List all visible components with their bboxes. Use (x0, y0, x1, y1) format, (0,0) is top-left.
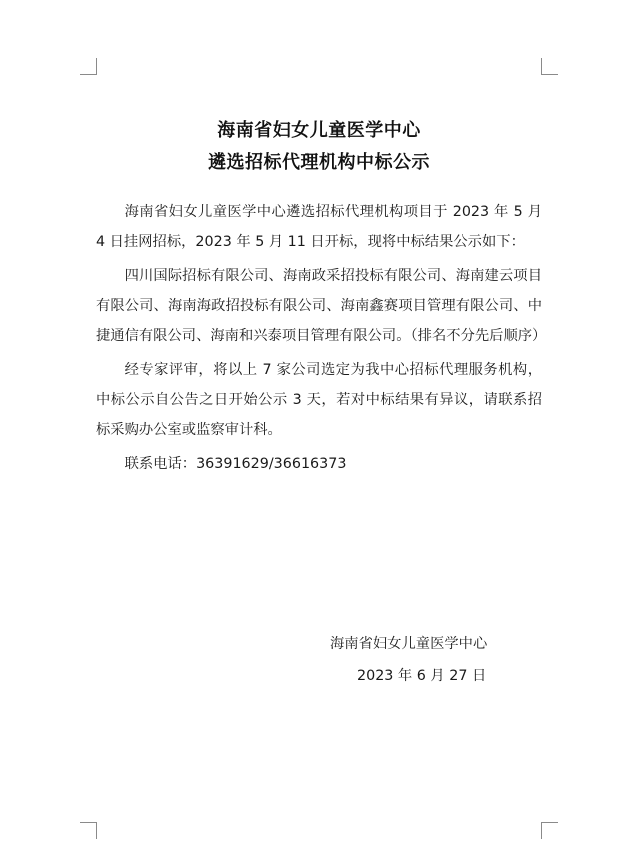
paragraph-announcement: 海南省妇女儿童医学中心遴选招标代理机构项目于 2023 年 5 月 4 日挂网招标，2023 年 5 月 11 日开标，现将中标结果公示如下： (96, 204, 543, 250)
document-title: 海南省妇女儿童医学中心 (217, 120, 421, 141)
crop-mark-bottom-left (80, 822, 97, 839)
paragraph-review: 经专家评审，将以上 7 家公司选定为我中心招标代理服务机构，中标公示自公告之日开始公示 3 天，若对中标结果有异议，请联系招标采购办公室或监察审计科。 (96, 362, 542, 438)
crop-mark-top-right (541, 58, 558, 75)
paragraph-winners: 四川国际招标有限公司、海南政采招投标有限公司、海南建云项目有限公司、海南海政招投标有限公司、海南鑫赛项目管理有限公司、中捷通信有限公司、海南和兴泰项目管理有限公司。（排名不分先后顺序） (96, 268, 547, 344)
document-subtitle: 遴选招标代理机构中标公示 (208, 152, 430, 173)
signature-organization: 海南省妇女儿童医学中心 (330, 636, 488, 652)
signature-date: 2023 年 6 月 27 日 (357, 668, 487, 684)
document-body (96, 197, 547, 483)
crop-mark-top-left (80, 58, 97, 75)
paragraph-contact: 联系电话：36391629/36616373 (124, 456, 347, 472)
crop-mark-bottom-right (541, 822, 558, 839)
